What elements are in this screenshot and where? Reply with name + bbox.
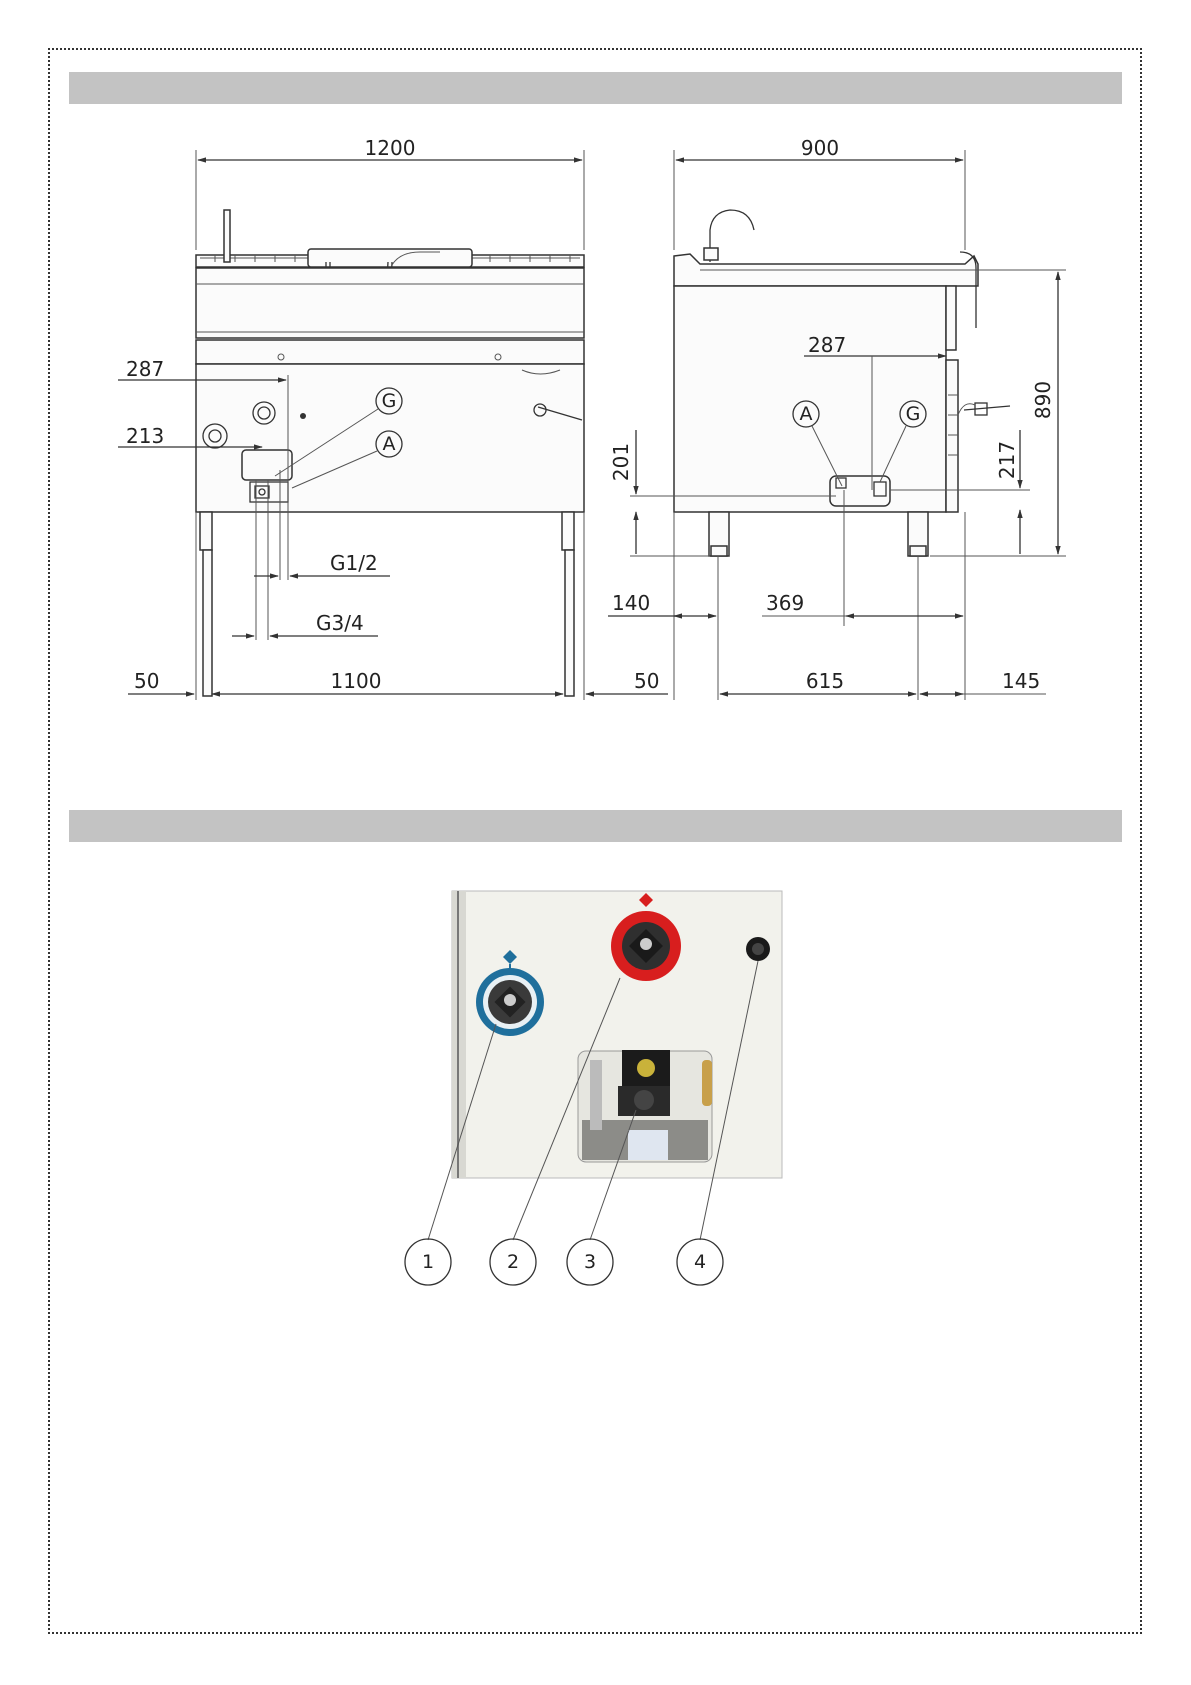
front-upper-body xyxy=(196,268,584,338)
dim-gas-height: 217 xyxy=(995,440,1019,480)
dim-front-287: 287 xyxy=(126,357,165,381)
svg-text:3: 3 xyxy=(583,1251,597,1273)
dim-side-height: 890 xyxy=(1031,380,1055,420)
switch-detail-inset xyxy=(578,1050,712,1162)
dim-drain-offset: 369 xyxy=(766,591,805,615)
dim-leg-right: 50 xyxy=(634,669,660,693)
dim-drain-thread: G3/4 xyxy=(316,611,364,635)
svg-text:G: G xyxy=(381,390,397,412)
dim-leg-span: 1100 xyxy=(330,669,382,693)
dim-rear-offset: 145 xyxy=(1002,669,1041,693)
dim-gas-thread: G1/2 xyxy=(330,551,378,575)
side-body xyxy=(674,286,946,512)
svg-text:1: 1 xyxy=(421,1251,435,1273)
dim-front-width: 1200 xyxy=(364,136,416,160)
indicator-lamp-icon xyxy=(746,937,770,961)
front-view xyxy=(118,136,668,700)
dim-side-leg-span: 615 xyxy=(805,669,845,693)
dim-side-depth: 900 xyxy=(800,136,840,160)
side-view xyxy=(608,136,1066,700)
svg-text:A: A xyxy=(382,433,396,455)
dim-front-offset: 140 xyxy=(612,591,651,615)
control-panel-view xyxy=(405,891,782,1285)
dim-drain-height: 201 xyxy=(609,442,633,482)
dim-side-287: 287 xyxy=(808,333,847,357)
svg-text:2: 2 xyxy=(506,1251,520,1273)
svg-text:4: 4 xyxy=(693,1251,707,1273)
lid-handle-bar xyxy=(308,249,472,267)
dim-front-213: 213 xyxy=(126,424,165,448)
faucet xyxy=(224,210,230,262)
dim-leg-left: 50 xyxy=(134,669,160,693)
svg-text:G: G xyxy=(905,403,921,425)
connection-box xyxy=(242,450,292,480)
svg-text:A: A xyxy=(799,403,813,425)
